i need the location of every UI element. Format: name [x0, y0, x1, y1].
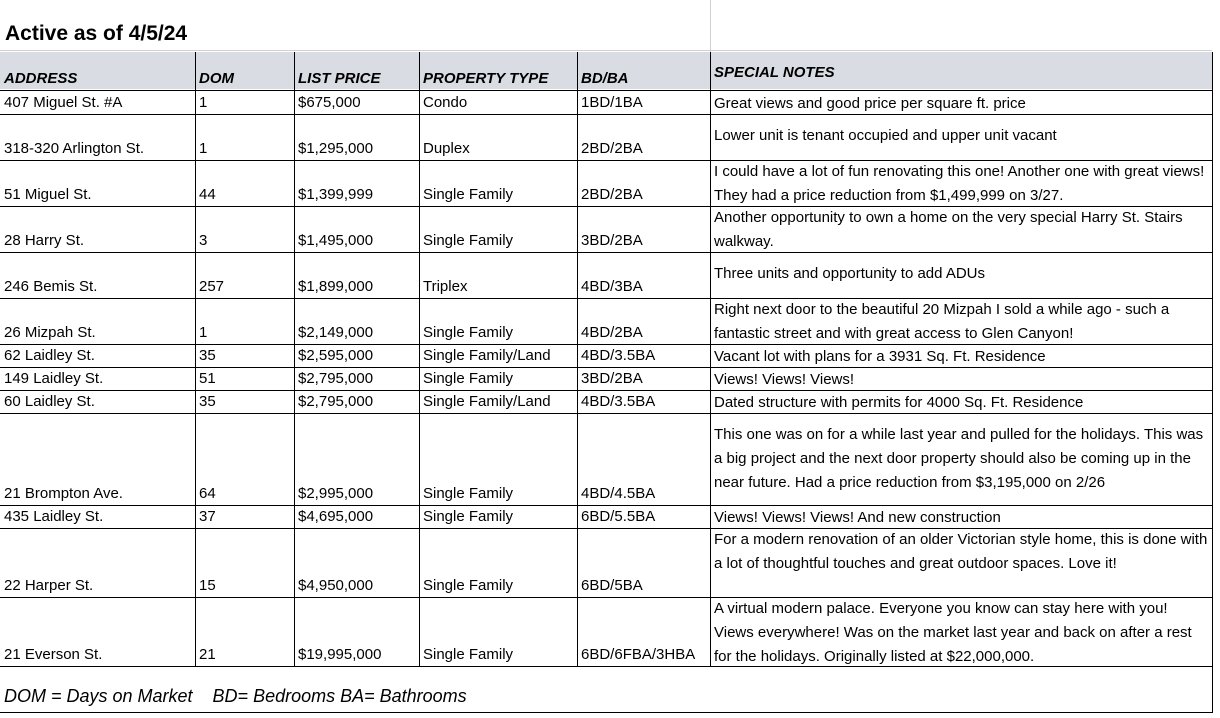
row-divider [0, 114, 1212, 115]
cell-address: 28 Harry St. [4, 232, 85, 249]
row-divider [0, 390, 1212, 391]
cell-bdba: 4BD/4.5BA [581, 485, 656, 502]
cell-bdba: 4BD/3.5BA [581, 393, 656, 410]
cell-type: Single Family [423, 232, 514, 249]
cell-price: $4,695,000 [298, 508, 374, 525]
cell-address: 51 Miguel St. [4, 186, 92, 203]
cell-notes: This one was on for a while last year and pulled for the holidays. This was a big project and the next door property should also be coming up in the near future. Had a price reduction from $3,195,000 on 2/26 [714, 426, 1204, 491]
cell-address: 246 Bemis St. [4, 278, 98, 295]
cell-notes: Great views and good price per square ft. price [714, 95, 1026, 112]
cell-bdba: 2BD/2BA [581, 186, 643, 203]
cell-price: $4,950,000 [298, 577, 374, 594]
cell-notes: Lower unit is tenant occupied and upper unit vacant [714, 127, 1057, 144]
cell-bdba: 3BD/2BA [581, 370, 643, 387]
cell-notes: Another opportunity to own a home on the very special Harry St. Stairs walkway. [714, 209, 1183, 250]
cell-notes: Right next door to the beautiful 20 Mizpah I sold a while ago - such a fantastic street and with great access to Glen Canyon! [714, 301, 1170, 342]
cell-price: $2,795,000 [298, 393, 374, 410]
cell-notes: Dated structure with permits for 4000 Sq. Ft. Residence [714, 394, 1084, 411]
cell-address: 407 Miguel St. #A [4, 94, 123, 111]
cell-notes: For a modern renovation of an older Victorian style home, this is done with a lot of thoughtful touches and great outdoor spaces. Love it! [714, 531, 1208, 572]
cell-address: 318-320 Arlington St. [4, 140, 145, 157]
cell-type: Single Family [423, 646, 514, 663]
row-divider [0, 413, 1212, 414]
cell-price: $1,495,000 [298, 232, 374, 249]
column-divider [195, 52, 196, 666]
column-divider [419, 52, 420, 666]
cell-price: $2,995,000 [298, 485, 374, 502]
row-divider [0, 252, 1212, 253]
cell-dom: 44 [199, 186, 216, 203]
row-divider [0, 666, 1212, 667]
cell-type: Single Family/Land [423, 393, 551, 410]
cell-dom: 257 [199, 278, 225, 295]
footer-divider [0, 712, 1212, 713]
cell-bdba: 6BD/5.5BA [581, 508, 656, 525]
header-divider [0, 90, 1212, 91]
header-bd-ba: BD/BA [581, 70, 629, 87]
cell-dom: 3 [199, 232, 208, 249]
cell-bdba: 4BD/3.5BA [581, 347, 656, 364]
cell-type: Duplex [423, 140, 470, 157]
column-divider [1212, 52, 1213, 666]
cell-price: $1,295,000 [298, 140, 374, 157]
cell-address: 21 Brompton Ave. [4, 485, 123, 502]
column-divider [294, 52, 295, 666]
cell-bdba: 4BD/2BA [581, 324, 643, 341]
cell-address: 149 Laidley St. [4, 370, 104, 387]
cell-dom: 1 [199, 324, 208, 341]
cell-price: $2,595,000 [298, 347, 374, 364]
cell-address: 60 Laidley St. [4, 393, 95, 410]
cell-notes: Views! Views! Views! And new construction [714, 509, 1001, 526]
cell-price: $1,399,999 [298, 186, 374, 203]
cell-notes: Views! Views! Views! [714, 371, 855, 388]
cell-bdba: 3BD/2BA [581, 232, 643, 249]
sheet-title: Active as of 4/5/24 [5, 22, 188, 45]
footer-right-border [1212, 666, 1213, 713]
cell-bdba: 6BD/5BA [581, 577, 643, 594]
cell-notes: A virtual modern palace. Everyone you know can stay here with you! Views everywhere! Was on the market last year and back on after a rest for the holidays. Originally listed at $22,000,000. [714, 600, 1192, 665]
cell-price: $675,000 [298, 94, 361, 111]
header-dom: DOM [199, 70, 234, 87]
header-special-notes: SPECIAL NOTES [714, 64, 835, 81]
column-divider [710, 52, 711, 666]
cell-type: Single Family/Land [423, 347, 551, 364]
cell-dom: 21 [199, 646, 216, 663]
cell-dom: 35 [199, 347, 216, 364]
cell-dom: 1 [199, 94, 208, 111]
cell-type: Single Family [423, 186, 514, 203]
top-gridline [710, 0, 711, 52]
cell-type: Triplex [423, 278, 468, 295]
cell-bdba: 1BD/1BA [581, 94, 643, 111]
cell-price: $2,795,000 [298, 370, 374, 387]
cell-type: Single Family [423, 485, 514, 502]
cell-dom: 37 [199, 508, 216, 525]
cell-bdba: 6BD/6FBA/3HBA [581, 646, 696, 663]
cell-address: 22 Harper St. [4, 577, 94, 594]
cell-dom: 1 [199, 140, 208, 157]
row-divider [0, 160, 1212, 161]
header-property-type: PROPERTY TYPE [423, 70, 549, 87]
row-divider [0, 505, 1212, 506]
cell-dom: 51 [199, 370, 216, 387]
cell-price: $1,899,000 [298, 278, 374, 295]
top-gridline-h [0, 50, 1212, 51]
cell-dom: 35 [199, 393, 216, 410]
row-divider [0, 344, 1212, 345]
cell-notes: I could have a lot of fun renovating this one! Another one with great views! They had a price reduction from $1,499,999 on 3/27. [714, 163, 1205, 204]
cell-type: Single Family [423, 370, 514, 387]
cell-dom: 15 [199, 577, 216, 594]
cell-bdba: 2BD/2BA [581, 140, 643, 157]
row-divider [0, 597, 1212, 598]
cell-notes: Vacant lot with plans for a 3931 Sq. Ft. Residence [714, 348, 1046, 365]
cell-address: 21 Everson St. [4, 646, 103, 663]
cell-price: $2,149,000 [298, 324, 374, 341]
legend-footer: DOM = Days on Market BD= Bedrooms BA= Bathrooms [4, 686, 467, 706]
cell-price: $19,995,000 [298, 646, 382, 663]
cell-type: Single Family [423, 508, 514, 525]
cell-address: 435 Laidley St. [4, 508, 104, 525]
cell-type: Condo [423, 94, 468, 111]
cell-notes: Three units and opportunity to add ADUs [714, 265, 985, 282]
cell-address: 26 Mizpah St. [4, 324, 96, 341]
row-divider [0, 528, 1212, 529]
row-divider [0, 206, 1212, 207]
cell-bdba: 4BD/3BA [581, 278, 643, 295]
header-address: ADDRESS [4, 70, 78, 87]
cell-address: 62 Laidley St. [4, 347, 95, 364]
cell-dom: 64 [199, 485, 216, 502]
cell-type: Single Family [423, 577, 514, 594]
row-divider [0, 298, 1212, 299]
column-divider [577, 52, 578, 666]
header-list-price: LIST PRICE [298, 70, 381, 87]
cell-type: Single Family [423, 324, 514, 341]
row-divider [0, 367, 1212, 368]
